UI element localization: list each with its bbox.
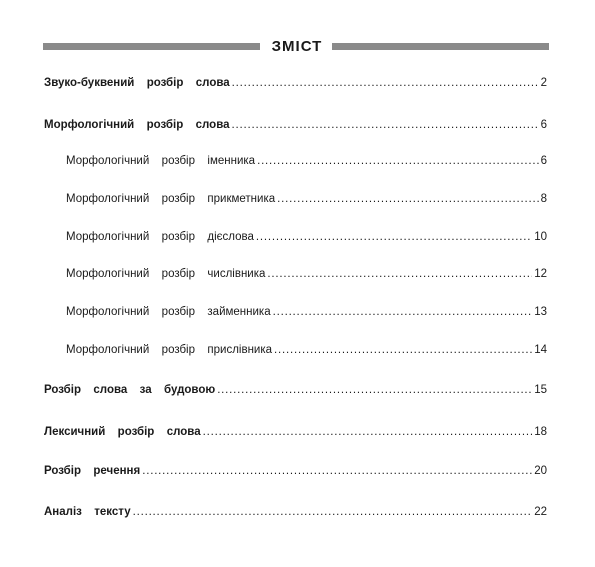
- toc-entry-label: Морфологічний розбір іменника: [66, 155, 256, 167]
- toc-entry-label: Аналіз тексту: [44, 506, 131, 518]
- toc-page-number: 6: [540, 155, 547, 167]
- toc-page-number: 13: [534, 306, 547, 318]
- toc-entry[interactable]: [66, 266, 547, 282]
- toc-page-number: 8: [540, 193, 547, 205]
- toc-entry[interactable]: [44, 424, 547, 440]
- dot-leader: [232, 75, 539, 91]
- dot-leader: [267, 266, 532, 282]
- toc-entry[interactable]: [44, 463, 547, 479]
- toc-page-number: 10: [534, 231, 547, 243]
- toc-entry[interactable]: [44, 504, 547, 520]
- dot-leader: [142, 463, 532, 479]
- dot-leader: [217, 382, 532, 398]
- toc-entry-label: Звуко-буквений розбір слова: [44, 77, 230, 89]
- toc-page-number: 20: [534, 465, 547, 477]
- toc-entry[interactable]: [66, 153, 547, 169]
- toc-entry[interactable]: [44, 382, 547, 398]
- toc-entry-label: Морфологічний розбір слова: [44, 119, 230, 131]
- toc-page-number: 15: [534, 384, 547, 396]
- toc-page-number: 12: [534, 268, 547, 280]
- toc-entry[interactable]: [66, 191, 547, 207]
- dot-leader: [273, 304, 533, 320]
- toc-entry-label: Розбір слова за будовою: [44, 384, 216, 396]
- toc-entry-label: Морфологічний розбір займенника: [66, 306, 271, 318]
- toc-entry-label: Розбір речення: [44, 465, 141, 477]
- toc-entry[interactable]: [44, 117, 547, 133]
- toc-page-number: 2: [540, 77, 547, 89]
- toc-page-number: 22: [534, 506, 547, 518]
- dot-leader: [203, 424, 533, 440]
- page-title: ЗМІСТ: [271, 37, 323, 55]
- dot-leader: [232, 117, 539, 133]
- dot-leader: [277, 191, 538, 207]
- dot-leader: [256, 229, 532, 245]
- toc-entry-label: Морфологічний розбір прикметника: [66, 193, 276, 205]
- dot-leader: [274, 342, 532, 358]
- toc-entry-label: Морфологічний розбір прислівника: [66, 344, 273, 356]
- toc-entry-label: Морфологічний розбір числівника: [66, 268, 266, 280]
- dot-leader: [257, 153, 539, 169]
- toc-entry[interactable]: [66, 304, 547, 320]
- toc-entry-label: Морфологічний розбір дієслова: [66, 231, 254, 243]
- dot-leader: [133, 504, 533, 520]
- toc-entry[interactable]: [66, 342, 547, 358]
- toc-entry-label: Лексичний розбір слова: [44, 426, 201, 438]
- toc-page-number: 6: [540, 119, 547, 131]
- toc-entry[interactable]: [44, 75, 547, 91]
- toc-page-number: 14: [534, 344, 547, 356]
- toc-page-number: 18: [534, 426, 547, 438]
- toc-entry[interactable]: [66, 229, 547, 245]
